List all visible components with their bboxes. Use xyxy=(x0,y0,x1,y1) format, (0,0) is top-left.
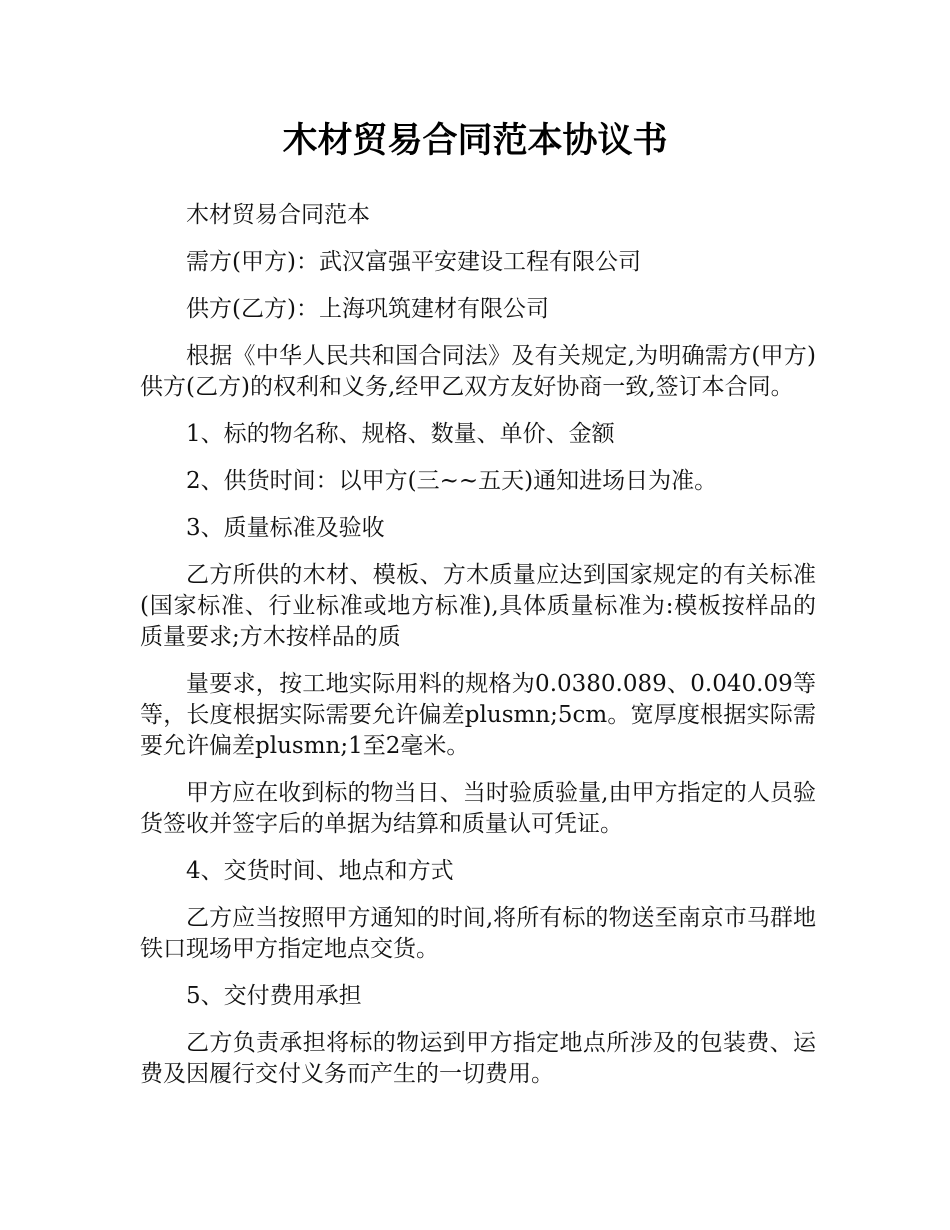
section-heading-4: 4、交货时间、地点和方式 xyxy=(186,858,454,884)
section-heading-5: 5、交付费用承担 xyxy=(186,983,362,1009)
paragraph-quality-spec: 量要求，按工地实际用料的规格为0.0380.089、0.040.09等等，长度根据实际需要允许偏差plusmn;5cm。宽厚度根据实际需要允许偏差plusmn;1至2毫米。 xyxy=(140,671,816,759)
paragraph-delivery: 乙方应当按照甲方通知的时间,将所有标的物送至南京市马群地铁口现场甲方指定地点交货。 xyxy=(140,905,816,962)
paragraph-preamble: 根据《中华人民共和国合同法》及有关规定,为明确需方(甲方)供方(乙方)的权利和义务,经甲乙双方友好协商一致,签订本合同。 xyxy=(140,343,816,400)
paragraph-buyer: 需方(甲方)：武汉富强平安建设工程有限公司 xyxy=(186,249,641,275)
paragraph-supplier: 供方(乙方)：上海巩筑建材有限公司 xyxy=(186,296,549,322)
document-body xyxy=(140,200,816,1106)
document-title: 木材贸易合同范本协议书 xyxy=(282,121,668,161)
paragraph-costs: 乙方负责承担将标的物运到甲方指定地点所涉及的包装费、运费及因履行交付义务而产生的一切费用。 xyxy=(140,1030,816,1087)
paragraph-quality-standard: 乙方所供的木材、模板、方木质量应达到国家规定的有关标准(国家标准、行业标准或地方标准),具体质量标准为:模板按样品的质量要求;方木按样品的质 xyxy=(140,562,816,650)
section-heading-1: 1、标的物名称、规格、数量、单价、金额 xyxy=(186,421,615,447)
paragraph-inspection: 甲方应在收到标的物当日、当时验质验量,由甲方指定的人员验货签收并签字后的单据为结算和质量认可凭证。 xyxy=(140,780,816,837)
section-heading-2: 2、供货时间：以甲方(三~~五天)通知进场日为准。 xyxy=(186,468,718,494)
paragraph-subtitle: 木材贸易合同范本 xyxy=(186,202,370,228)
section-heading-3: 3、质量标准及验收 xyxy=(186,515,385,541)
